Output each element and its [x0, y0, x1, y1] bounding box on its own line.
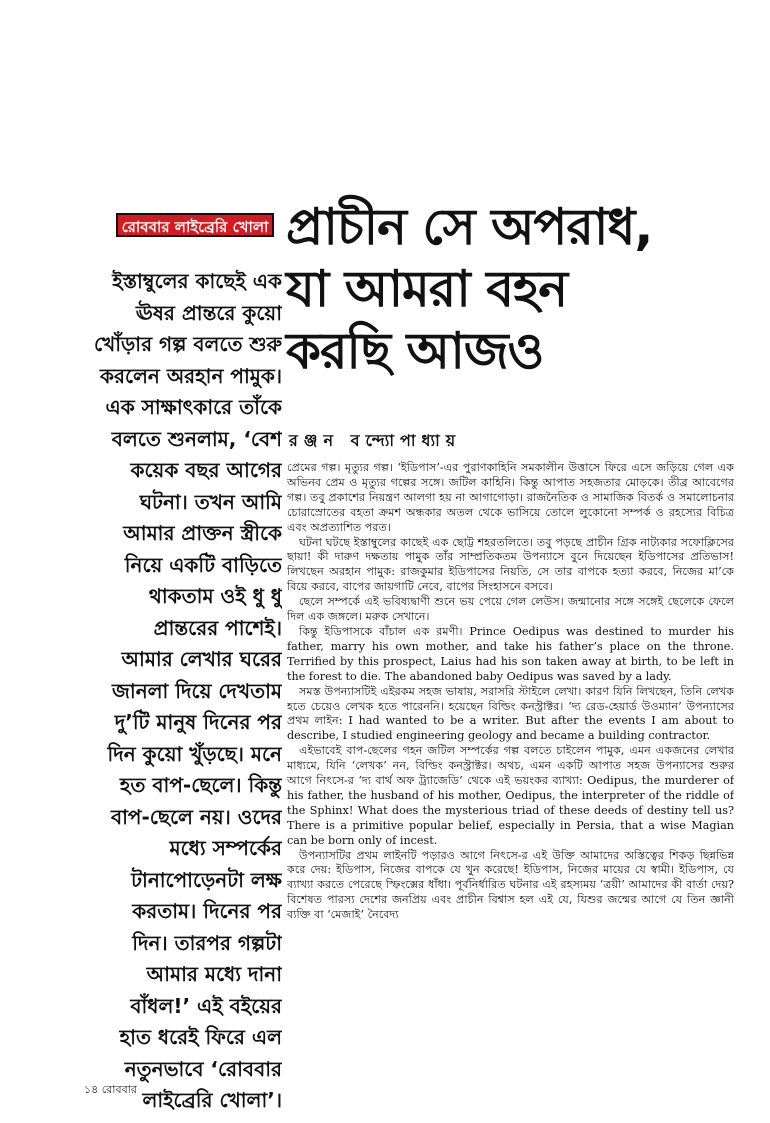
pullquote-line: ঊষর প্রান্তরে কুয়ো: [135, 300, 282, 325]
pullquote-line: দিন কুয়ো খুঁড়ছে। মনে: [107, 741, 282, 766]
pullquote-line: কয়েক বছর আগের: [130, 458, 282, 482]
section-label: রোববার লাইব্রেরি খোলা: [116, 213, 274, 237]
headline: [286, 196, 748, 382]
pullquote-line: করলেন অরহান পামুক।: [100, 363, 282, 388]
body-paragraph: ছেলে সম্পর্কে এই ভবিষ্যদ্বাণী শুনে ভয় পেয়ে গেল লেউস। জন্মানোর সঙ্গে সঙ্গেই ছেলেকে ফেলে দিল এক জঙ্গলে। মরুক সেখানে।: [287, 595, 734, 624]
pullquote-line: বলতে শুনলাম, ‘বেশ: [111, 426, 282, 451]
body-paragraph: উপন্যাসটির প্রথম লাইনটি পড়ারও আগে নিৎসে-র এই উক্তি আমাদের অস্তিত্বের শিকড় ছিন্নভিন্ন করে দেয়: ইডিপাস, নিজের বাপকে যে খুন করেছে! ইডিপাস, নিজের মায়ের যে স্বামী। ইডিপাস, যে ব্যাখ্যা করতে পেরেছে স্ফিংক্সের ধাঁধা। পূর্বনির্ধারিত ঘটনার এই রহস্যময় ‘ত্রয়ী’ আমাদের কী বার্তা দেয়? বিশেষত পারস্য দেশের জনপ্রিয় এবং প্রাচীন বিশ্বাস হল এই যে, যিশুর জন্মের আগে যে তিন জ্ঞানী ব্যক্তি বা ‘মেজাই’ নৈবেদ্য: [287, 848, 734, 922]
pullquote-line: বাঁধল!’ এই বইয়ের: [130, 993, 282, 1018]
headline-line: করছি আজও: [286, 322, 544, 380]
pullquote-line: মধ্যে সম্পর্কের: [169, 836, 282, 860]
pullquote-line: আমার লেখার ঘরের: [121, 647, 282, 671]
pullquote-line: বাপ-ছেলে নয়। ওদের: [110, 804, 282, 829]
article-body: [287, 461, 734, 1081]
headline-line: প্রাচীন সে অপরাধ,: [286, 198, 653, 256]
pullquote-line: ইস্তাম্বুলের কাছেই এক: [112, 269, 282, 293]
body-paragraph: সমস্ত উপন্যাসটিই এইরকম সহজ ভাষায়, সরাসরি স্টাইলে লেখা। কারণ যিনি লিখছেন, তিনি লেখক হতে চেয়েও লেখক হতে পারেননি। হয়েছেন বিল্ডিং কনস্ট্রাক্টর। ‘দ্য রেড-হেয়ার্ড উওম্যান’ উপন্যাসের প্রথম লাইন: I had wanted to be a writer. But after the events I am about to describe, I studied engineering geology and became a building contractor.: [287, 684, 734, 743]
pullquote-line: এক সাক্ষাৎকারে তাঁকে: [105, 395, 282, 419]
pullquote-line: হত বাপ-ছেলে। কিন্তু: [119, 773, 282, 797]
pullquote-line: আমার মধ্যে দানা: [146, 962, 282, 986]
body-paragraph: প্রেমের গল্প। মৃত্যুর গল্প। ‘ইডিপাস’-এর পুরাণকাহিনি সমকালীন উত্তাসে ফিরে এসে জড়িয়ে গেল এক অভিনব প্রেম ও মৃত্যুর গল্পের সঙ্গে। জটিল কাহিনি। কিন্তু আপাত সহজতার মোড়কে। তীব্র আবেগের গল্প। তবু প্রকাশের নিয়ন্ত্রণ আলগা হয় না আগাগোড়া। রাজনৈতিক ও সামাজিক বিতর্ক ও সমালোচনার চোরাস্রোতের বহতা ক্রমশ অন্ধকার অতল থেকে ভাসিয়ে তোলে লুকোনো সম্পর্ক ও রহস্যের বিচিত্র এবং অপ্রত্যাশিত পরত।: [287, 461, 734, 534]
pullquote-line: ঘটনা। তখন আমি: [139, 489, 282, 514]
body-paragraph: এইভাবেই বাপ-ছেলের গহন জটিল সম্পর্কের গল্প বলতে চাইলেন পামুক, এমন একজনের লেখার মাধ্যমে, যিনি ‘লেখক’ নন, বিল্ডিং কনস্ট্রাক্টর। অথচ, এমন একটি আপাত সহজ উপন্যাসের শুরুর আগে নিৎসে-র ‘দ্য বার্থ অফ ট্র্যাজেডি’ থেকে এই ভয়ংকর ব্যাখ্যা: Oedipus, the murderer of his father, the husband of his mother, Oedipus, the interpreter of the riddle of the Sphinx! What does the mysterious triad of these deeds of destiny tell us? There is a primitive popular belief, especially in Persia, that a wise Magian can be born only of incest.: [287, 744, 734, 847]
pullquote-line: নিয়ে একটি বাড়িতে: [124, 552, 282, 577]
pullquote-line: টানাপোড়েনটা লক্ষ: [131, 867, 282, 892]
pullquote-line: করতাম। দিনের পর: [132, 899, 282, 923]
pullquote-line: দিন। তারপর গল্পটা: [132, 930, 282, 955]
body-paragraph: ঘটনা ঘটছে ইস্তাম্বুলের কাছেই এক ছোট্ট শহরতলিতে। তবু পড়ছে প্রাচীন গ্রিক নাট্যকার সফোক্লিসের ছায়া! কী দারুণ দক্ষতায় পামুক তাঁর সাম্প্রতিকতম উপন্যাসে বুনে দিয়েছেন ইডিপাসের প্রতিভাস! লিখছেন অরহান পামুক: রাজকুমার ইডিপাসের নিয়তি, সে তার বাপকে হত্যা করবে, নিজের মা’কে বিয়ে করবে, বাপের জায়গাটি নেবে, বাপের সিংহাসনে বসবে।: [287, 535, 734, 594]
pullquote-line: দু’টি মানুষ দিনের পর: [114, 710, 282, 734]
author-byline: রঞ্জন বন্দ্যোপাধ্যায়: [289, 431, 462, 450]
pullquote-line: জানলা দিয়ে দেখতাম: [112, 678, 282, 703]
pullquote-line: হাত ধরেই ফিরে এল: [119, 1025, 282, 1049]
intro-pullquote: [86, 266, 282, 1117]
pullquote-line: আমার প্রাক্তন স্ত্রীকে: [123, 521, 282, 545]
pullquote-line: নতুনভাবে ‘রোববার: [124, 1056, 282, 1081]
body-paragraph: কিন্তু ইডিপাসকে বাঁচাল এক রমণী। Prince Oedipus was destined to murder his father, marry his own mother, and take his father’s place on the throne. Terrified by this prospect, Laius had his son taken away at birth, to be left in the forest to die. The abandoned baby Oedipus was saved by a lady.: [287, 624, 734, 683]
pullquote-line: থাকতাম ওই ধু ধু: [148, 584, 282, 608]
pullquote-line: লাইব্রেরি খোলা’।: [142, 1088, 282, 1112]
pullquote-line: খোঁড়ার গল্প বলতে শুরু: [93, 332, 282, 356]
pullquote-line: প্রান্তরের পাশেই।: [153, 615, 282, 640]
headline-line: যা আমরা বহন: [286, 260, 568, 318]
page-folio: ১৪ রোববার: [84, 1083, 137, 1096]
